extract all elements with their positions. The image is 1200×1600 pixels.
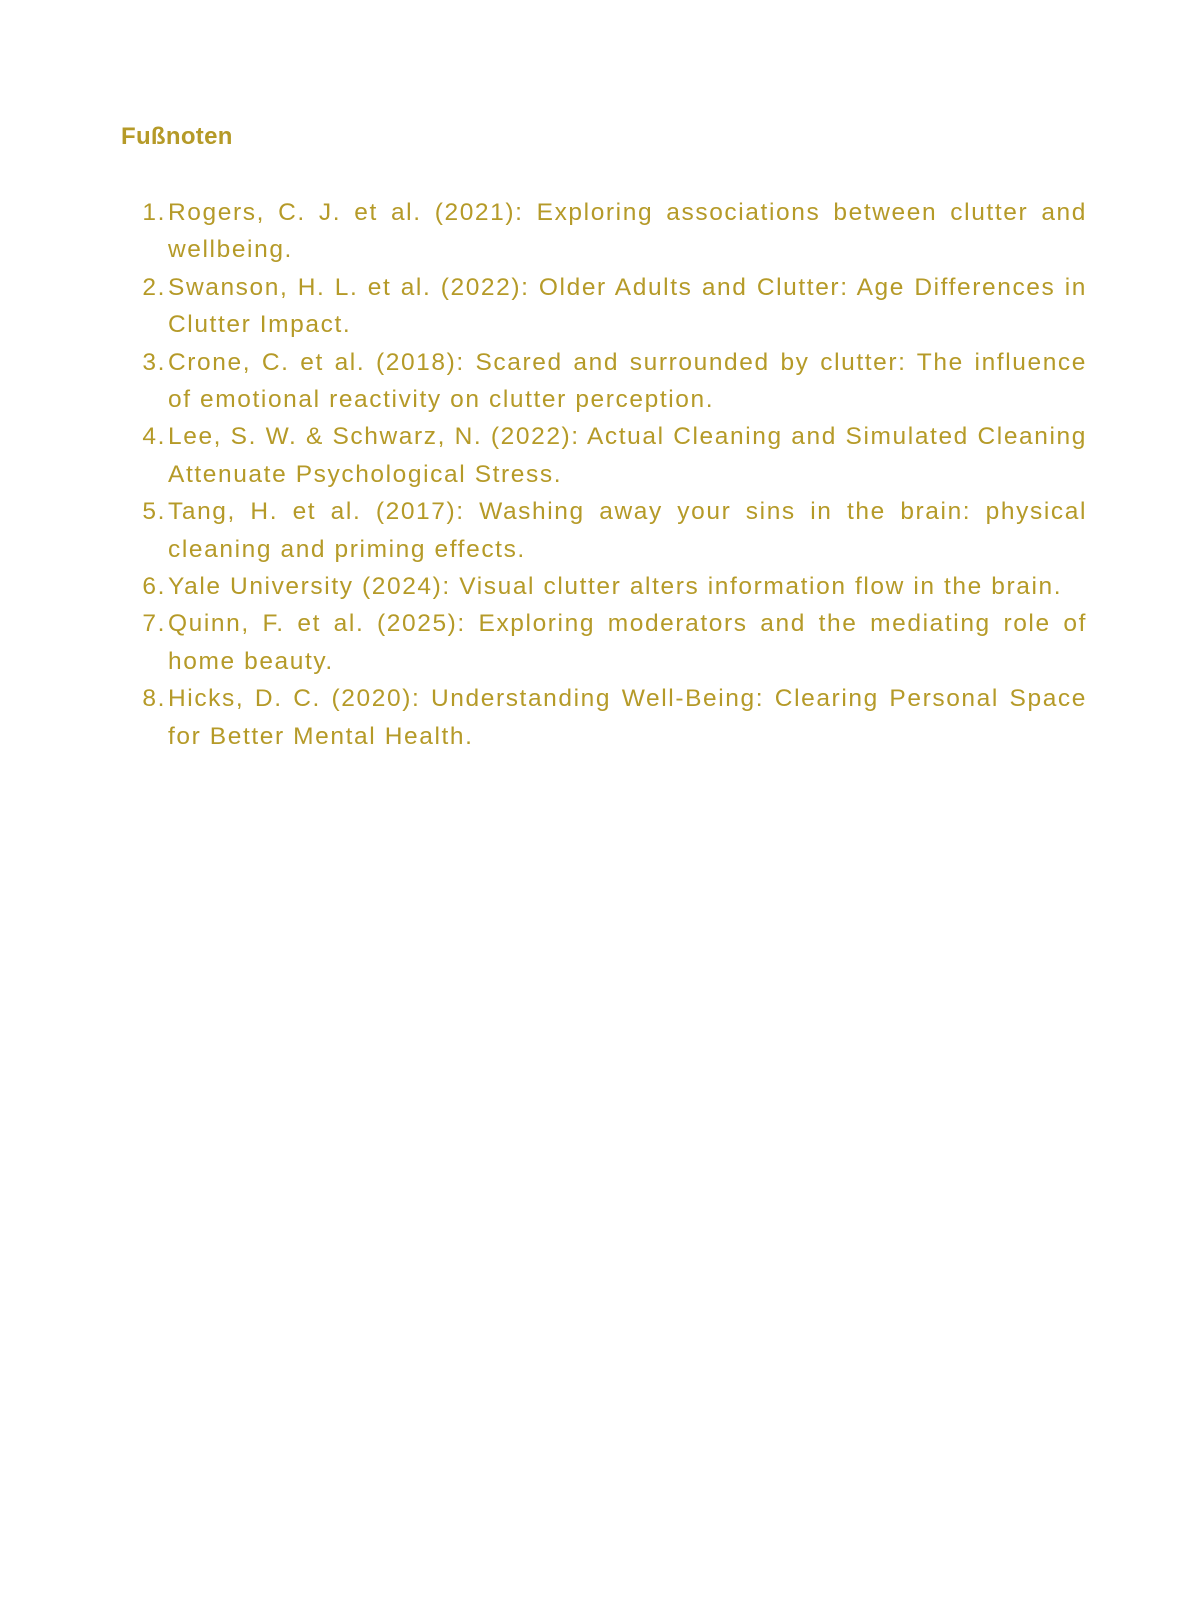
footnote-number: 6. [142,573,166,601]
footnote-text: Swanson, H. L. et al. (2022): Older Adults and Clutter: Age Differences in Clutter Impact. [168,273,1087,339]
footnote-item [135,269,1087,344]
footnotes-list [135,194,1087,755]
footnote-text: Quinn, F. et al. (2025): Exploring moderators and the mediating role of home beauty. [168,610,1087,675]
footnote-item [135,418,1087,493]
footnote-text: Lee, S. W. & Schwarz, N. (2022): Actual Cleaning and Simulated Cleaning Attenuate Psychological Stress. [168,423,1087,488]
footnote-item [135,568,1087,605]
footnote-number: 2. [142,273,166,301]
footnote-text: Rogers, C. J. et al. (2021): Exploring associations between clutter and wellbeing. [168,199,1087,264]
footnote-text: Crone, C. et al. (2018): Scared and surrounded by clutter: The influence of emotional reactivity on clutter perception. [168,348,1087,414]
footnote-number: 4. [142,423,166,451]
footnote-number: 8. [142,685,166,713]
footnote-number: 3. [142,348,166,376]
footnote-text: Yale University (2024): Visual clutter alters information flow in the brain. [168,573,1063,601]
footnote-item [135,194,1087,269]
footnote-number: 5. [142,498,166,526]
footnote-number: 7. [142,610,166,638]
footnote-item [135,344,1087,419]
footnote-item [135,680,1087,755]
footnote-text: Tang, H. et al. (2017): Washing away your sins in the brain: physical cleaning and priming effects. [168,498,1087,563]
footnote-item [135,493,1087,568]
footnote-item [135,605,1087,680]
footnote-text: Hicks, D. C. (2020): Understanding Well-Being: Clearing Personal Space for Better Mental Health. [168,685,1087,750]
footnote-number: 1. [142,199,166,226]
footnotes-heading: Fußnoten [121,123,233,150]
